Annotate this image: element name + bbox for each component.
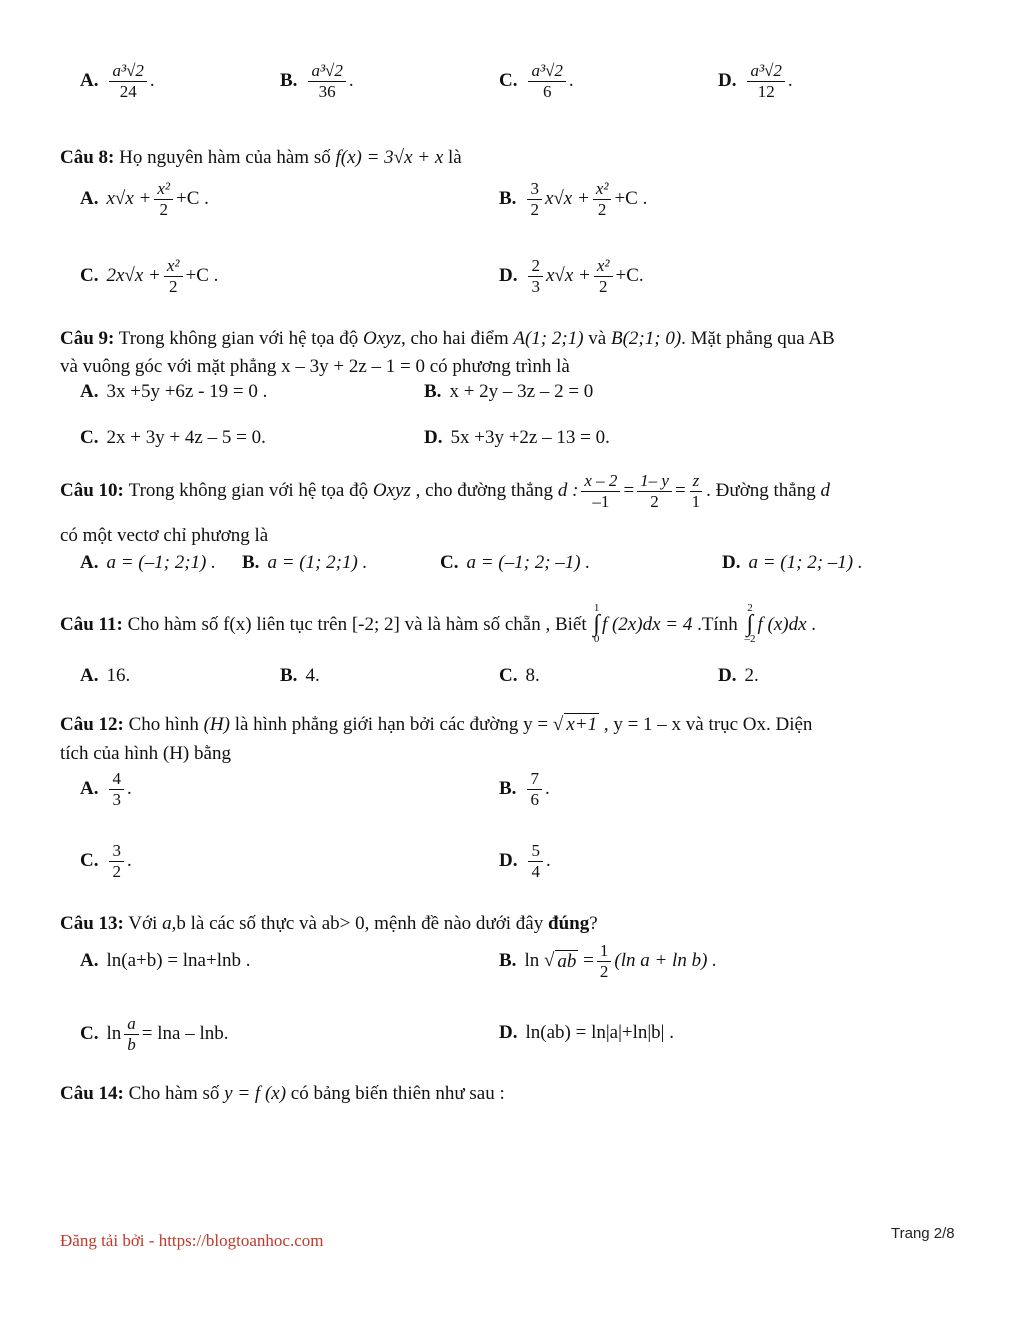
q12-option-b: B. $\frac{7}{6}$ . xyxy=(499,769,550,809)
q11-option-c: C. 8. xyxy=(499,665,540,686)
q10-option-d: D. a = (1; 2; –1) . xyxy=(722,552,863,573)
integral-2: 2 ∫ –2 xyxy=(744,602,756,646)
q12-stem-line1: Câu 12: Cho hình (H) là hình phẳng giới hạn bởi các đường y = √ x+1 , y = 1 – x và trục Ox. Diện xyxy=(60,714,813,735)
q9-stem-line1: Câu 9: Trong không gian với hệ tọa độ Oxyz, cho hai điểm A(1; 2;1) và B(2;1; 0). Mặt phẳng qua AB xyxy=(60,328,835,349)
q11-option-a: A. 16. xyxy=(80,665,131,686)
q8-option-a: A. x√x + $\frac{\text{x²}}{2}$ +C . xyxy=(80,179,209,219)
q7-option-c: C. $\frac{\text{a³√2}}{6}$ . xyxy=(499,61,574,101)
q8-option-d: D. $\frac{2}{3}$ x√x + $\frac{\text{x²}}{2}$ +C. xyxy=(499,256,644,296)
q11-option-d: D. 2. xyxy=(718,665,759,686)
q9-stem-line2: và vuông góc với mặt phẳng x – 3y + 2z – 1 = 0 có phương trình là xyxy=(60,356,570,377)
q8-option-b: B. $\frac{3}{2}$ x√x + $\frac{\text{x²}}{2}$ +C . xyxy=(499,179,648,219)
q10-option-a: A. a = (–1; 2;1) . xyxy=(80,552,216,573)
q10-stem-line2: có một vectơ chỉ phương là xyxy=(60,525,269,546)
q11-stem: Câu 11: Cho hàm số f(x) liên tục trên [-2; 2] và là hàm số chẵn , Biết 1 ∫ 0 f (2x)dx = 4 .Tính 2 ∫ –2 f (x)dx . xyxy=(60,602,817,646)
q13-option-d: D. ln(ab) = ln|a|+ln|b| . xyxy=(499,1022,674,1043)
q10-option-b: B. a = (1; 2;1) . xyxy=(242,552,368,573)
q12-stem-line2: tích của hình (H) bằng xyxy=(60,743,231,764)
q11-option-b: B. 4. xyxy=(280,665,320,686)
footer-source: Đăng tải bởi - https://blogtoanhoc.com xyxy=(60,1231,324,1250)
q13-option-c: C. ln $\frac{a}{b}$ = lna – lnb. xyxy=(80,1014,229,1054)
q7-option-b: B. $\frac{\text{a³√2}}{36}$ . xyxy=(280,61,354,101)
q10-stem-line1: Câu 10: Trong không gian với hệ tọa độ Oxyz , cho đường thẳng d : $\frac{x - 2}{-1}$ = $\frac{1- y}{2}$ = $\frac{z}{1}$ . Đường thẳng d xyxy=(60,471,830,511)
q8-stem: Câu 8: Họ nguyên hàm của hàm số f(x) = 3√x + x là xyxy=(60,147,462,168)
q9-option-c: C. 2x + 3y + 4z – 5 = 0. xyxy=(80,427,266,448)
integral-1: 1 ∫ 0 xyxy=(593,602,600,646)
q12-option-c: C. $\frac{3}{2}$ . xyxy=(80,841,132,881)
q13-stem: Câu 13: Với a,b là các số thực và ab> 0, mệnh đề nào dưới đây đúng? xyxy=(60,913,598,934)
q7-option-d: D. $\frac{\text{a³√2}}{12}$ . xyxy=(718,61,793,101)
page-number: Trang 2/8 xyxy=(891,1225,955,1242)
q9-option-a: A. 3x +5y +6z - 19 = 0 . xyxy=(80,381,268,402)
q9-option-d: D. 5x +3y +2z – 13 = 0. xyxy=(424,427,610,448)
q12-option-a: A. $\frac{4}{3}$ . xyxy=(80,769,132,809)
q10-option-c: C. a = (–1; 2; –1) . xyxy=(440,552,591,573)
q9-option-b: B. x + 2y – 3z – 2 = 0 xyxy=(424,381,594,402)
q13-option-b: B. ln √ ab = $\frac{1}{2}$ (ln a + ln b) . xyxy=(499,941,717,981)
q13-option-a: A. ln(a+b) = lna+lnb . xyxy=(80,950,251,971)
q12-option-d: D. $\frac{5}{4}$ . xyxy=(499,841,551,881)
q14-stem: Câu 14: Cho hàm số y = f (x) có bảng biến thiên như sau : xyxy=(60,1083,505,1104)
q8-option-c: C. 2x√x + $\frac{\text{x²}}{2}$ +C . xyxy=(80,256,219,296)
q7-option-a: A. $\frac{\text{a³√2}}{24}$ . xyxy=(80,61,155,101)
